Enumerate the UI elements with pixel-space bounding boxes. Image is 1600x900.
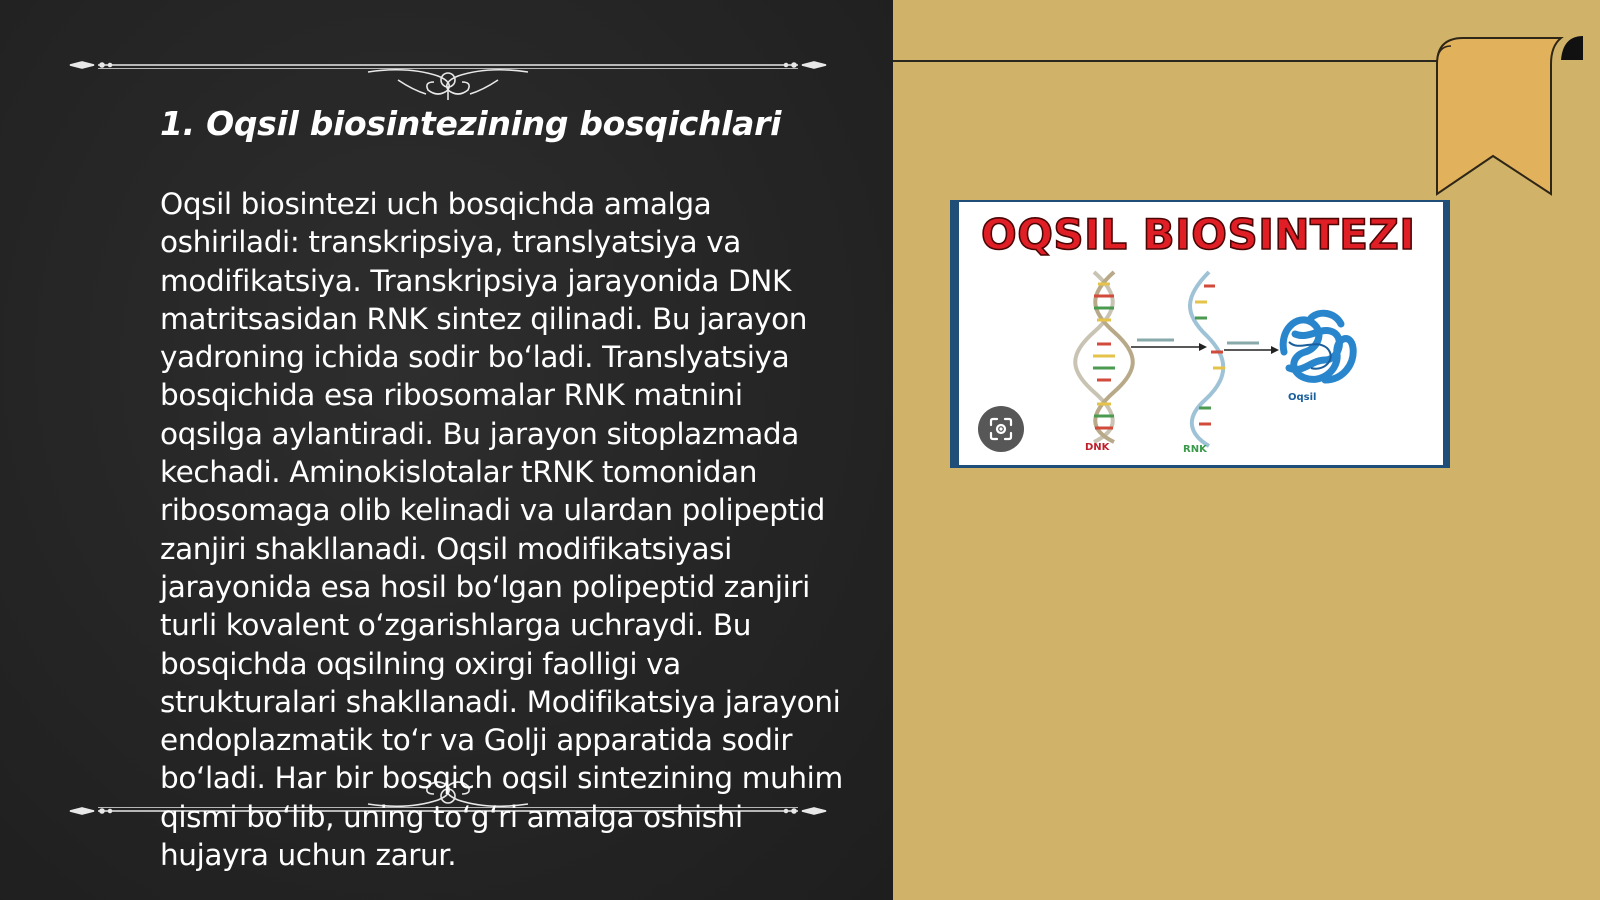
slide-body-text: Oqsil biosintezi uch bosqichda amalga oshiriladi: transkripsiya, translyatsiya va modifikatsiya. Transkripsiya jarayonida DNK matritsasidan RNK sintez qilinadi. Bu jarayon yadroning ichida sodir bo‘ladi. Translyatsiya bosqichida esa ribosomalar RNK matnini oqsilga aylantiradi. Bu jarayon sitoplazmada kechadi. Aminokislotalar tRNK tomonidan ribosomaga olib kelinadi va ulardan polipeptid zanjiri shakllanadi. Oqsil modifikatsiyasi jarayonida esa hosil bo‘lgan polipeptid zanjiri turli kovalent o‘zgarishlarga uchraydi. Bu bosqichda oqsilning oxirgi faolligi va strukturalari shakllanadi. Modifikatsiya jarayoni endoplazmatik to‘r va Golji apparatida sodir bo‘ladi. Har bir bosqich oqsil sintezining muhim qismi bo‘lib, uning to‘g‘ri amalga oshishi hujayra uchun zarur. bbox=[160, 187, 843, 873]
protein-structure bbox=[1283, 313, 1353, 380]
top-ornament bbox=[68, 50, 828, 100]
figure-title: OQSIL BIOSINTEZI bbox=[981, 210, 1416, 259]
header-rule bbox=[893, 60, 1438, 62]
oqsil-label: Oqsil bbox=[1288, 392, 1317, 403]
rna-strand bbox=[1190, 272, 1225, 446]
dnk-label: DNK bbox=[1085, 442, 1110, 453]
bookmark-ribbon bbox=[1433, 36, 1583, 201]
figure-diagram bbox=[959, 202, 1443, 465]
dna-helix bbox=[1075, 272, 1133, 442]
lens-glyph-icon bbox=[988, 416, 1014, 442]
lens-search-icon[interactable] bbox=[978, 406, 1024, 452]
rnk-label: RNK bbox=[1183, 444, 1207, 455]
protein-biosynthesis-figure[interactable] bbox=[950, 200, 1450, 468]
slide-title: 1. Oqsil biosintezining bosqichlari bbox=[160, 104, 782, 143]
